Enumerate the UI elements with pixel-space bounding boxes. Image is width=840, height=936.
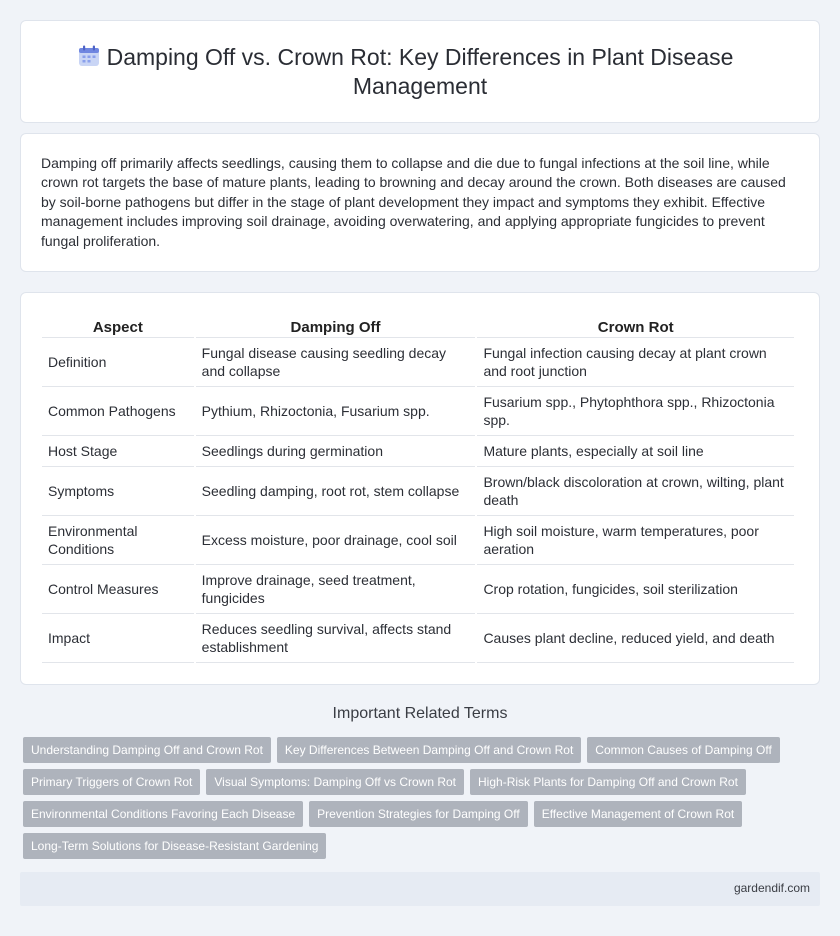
table-row [42,516,794,565]
related-term-tag[interactable]: Key Differences Between Damping Off and Crown Rot [277,737,581,763]
row-aspect: Symptoms [42,467,194,516]
row-damping-off: Improve drainage, seed treatment, fungicides [196,565,476,614]
row-aspect: Common Pathogens [42,387,194,436]
related-term-tag[interactable]: Common Causes of Damping Off [587,737,780,763]
comparison-table [40,314,796,663]
row-crown-rot: High soil moisture, warm temperatures, poor aeration [477,516,794,565]
row-crown-rot: Brown/black discoloration at crown, wilting, plant death [477,467,794,516]
header-damping-off: Damping Off [196,314,476,338]
intro-paragraph: Damping off primarily affects seedlings, causing them to collapse and die due to fungal infections at the soil line, while crown rot targets the base of mature plants, leading to browning and decay around the crown. Both diseases are caused by soil-borne pathogens but differ in the stage of plant development they impact and symptoms they exhibit. Effective management includes improving soil drainage, avoiding overwatering, and applying appropriate fungicides to prevent fungal proliferation. [41,155,786,249]
row-damping-off: Seedling damping, root rot, stem collapse [196,467,476,516]
table-row [42,614,794,663]
row-damping-off: Seedlings during germination [196,436,476,467]
row-crown-rot: Causes plant decline, reduced yield, and death [477,614,794,663]
header-crown-rot: Crown Rot [477,314,794,338]
row-aspect: Environmental Conditions [42,516,194,565]
related-term-tag[interactable]: Long-Term Solutions for Disease-Resistant Gardening [23,833,326,859]
row-damping-off: Fungal disease causing seedling decay and collapse [196,338,476,387]
footer-site-link[interactable]: gardendif.com [733,881,810,895]
related-term-tag[interactable]: Understanding Damping Off and Crown Rot [23,737,271,763]
table-row [42,387,794,436]
row-crown-rot: Fusarium spp., Phytophthora spp., Rhizoctonia spp. [477,387,794,436]
comparison-table-card [20,292,820,685]
row-aspect: Host Stage [42,436,194,467]
related-term-tag[interactable]: Environmental Conditions Favoring Each Disease [23,801,303,827]
table-row [42,467,794,516]
related-terms-title: Important Related Terms [332,705,508,722]
related-term-tag[interactable]: Effective Management of Crown Rot [534,801,743,827]
table-row [42,436,794,467]
row-aspect: Control Measures [42,565,194,614]
related-term-tag[interactable]: Primary Triggers of Crown Rot [23,769,200,795]
row-aspect: Impact [42,614,194,663]
row-damping-off: Excess moisture, poor drainage, cool soil [196,516,476,565]
header-card [20,20,820,123]
table-row [42,338,794,387]
related-term-tag[interactable]: Prevention Strategies for Damping Off [309,801,528,827]
related-terms-list [23,737,813,859]
footer [20,872,820,906]
related-term-tag[interactable]: High-Risk Plants for Damping Off and Crown Rot [470,769,746,795]
table-header-row [42,314,794,338]
header-aspect: Aspect [42,314,194,338]
table-row [42,565,794,614]
page-title: Damping Off vs. Crown Rot: Key Differences in Plant Disease Management [106,44,734,99]
row-crown-rot: Fungal infection causing decay at plant crown and root junction [477,338,794,387]
row-damping-off: Reduces seedling survival, affects stand establishment [196,614,476,663]
row-aspect: Definition [42,338,194,387]
intro-card [20,133,820,272]
row-crown-rot: Mature plants, especially at soil line [477,436,794,467]
related-term-tag[interactable]: Visual Symptoms: Damping Off vs Crown Rot [206,769,464,795]
row-crown-rot: Crop rotation, fungicides, soil sterilization [477,565,794,614]
row-damping-off: Pythium, Rhizoctonia, Fusarium spp. [196,387,476,436]
